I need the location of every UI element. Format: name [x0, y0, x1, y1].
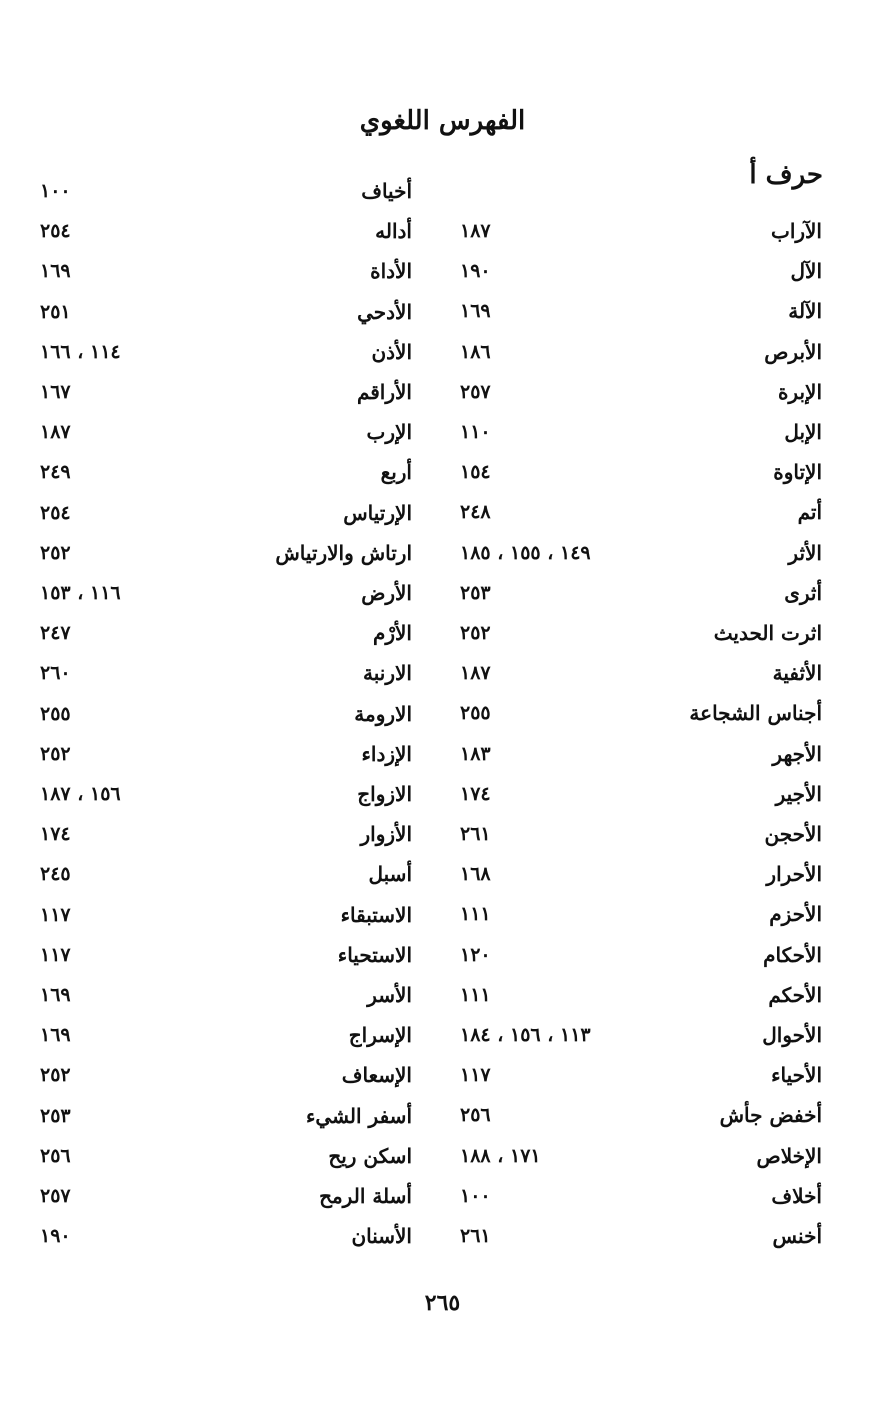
index-entry — [40, 616, 412, 650]
index-entry — [460, 817, 822, 851]
index-term: أداله — [375, 219, 412, 244]
index-term: الإخلاص — [756, 1143, 822, 1168]
index-entry — [40, 496, 412, 530]
index-entry — [460, 1058, 822, 1092]
index-pages: ١١٣ ، ١٥٦ ، ١٨٤ — [460, 1024, 591, 1046]
index-pages: ٢٥٢ — [40, 541, 71, 564]
index-entry — [40, 1179, 412, 1213]
index-term: الأراقم — [356, 380, 412, 404]
index-pages: ١٨٧ — [460, 220, 491, 242]
index-term: الأحكام — [763, 942, 822, 967]
index-entry — [460, 857, 822, 891]
index-term: اثرت الحديث — [713, 621, 822, 645]
index-pages: ١٨٣ — [460, 742, 491, 765]
index-term: أربع — [380, 460, 412, 485]
index-term: الازواج — [357, 782, 412, 806]
index-term: الإزداء — [361, 741, 412, 766]
index-entry — [40, 777, 412, 811]
index-pages: ١٥٦ ، ١٨٧ — [40, 783, 121, 805]
index-entry — [40, 536, 412, 570]
index-term: الإرتياس — [343, 500, 412, 525]
index-term: الاستحياء — [337, 942, 412, 967]
index-pages: ٢٥٣ — [460, 581, 491, 604]
index-term: الأحرار — [766, 862, 822, 887]
index-entry — [40, 455, 412, 489]
index-pages: ٢٥٢ — [460, 622, 491, 644]
index-term: الآل — [790, 259, 822, 284]
index-term: ارتاش والارتياش — [275, 540, 412, 565]
index-entry — [40, 375, 412, 409]
index-term: أسبل — [368, 862, 412, 887]
index-pages: ١١٦ ، ١٥٣ — [40, 582, 121, 604]
index-term: أخلاف — [771, 1183, 822, 1208]
index-term: الإبل — [784, 420, 822, 444]
index-pages: ٢٥٢ — [40, 742, 71, 765]
index-entry — [40, 737, 412, 771]
index-term: الأثفية — [772, 661, 822, 686]
index-entry — [460, 1179, 822, 1213]
index-term: أثرى — [784, 580, 822, 605]
index-entry — [40, 214, 412, 248]
index-pages: ١١١ — [460, 983, 491, 1006]
index-term: أسلة الرمح — [319, 1184, 412, 1208]
index-pages: ٢٦١ — [460, 823, 491, 845]
index-pages: ١٦٩ — [40, 1024, 71, 1047]
index-term: الأحزم — [769, 902, 822, 927]
index-entry — [40, 576, 412, 610]
index-pages: ٢٥٦ — [460, 1104, 491, 1127]
index-pages: ١٧٤ — [40, 823, 71, 846]
page-number: ٢٦٥ — [424, 1290, 461, 1316]
index-entry — [40, 857, 412, 891]
index-pages: ١٨٧ — [40, 421, 71, 444]
index-term: الأجير — [775, 781, 822, 806]
index-pages: ٢٤٥ — [40, 863, 71, 886]
index-term: أجناس الشجاعة — [689, 701, 822, 726]
index-pages: ١٦٧ — [40, 381, 71, 403]
index-entry — [40, 1018, 412, 1052]
index-entry — [40, 656, 412, 690]
index-pages: ٢٤٧ — [40, 622, 71, 645]
index-term: الأحوال — [762, 1023, 822, 1047]
index-term: الأبرص — [764, 339, 822, 364]
index-pages: ٢٦١ — [460, 1225, 491, 1247]
index-term: الأحجن — [764, 822, 822, 846]
index-term: الأرض — [361, 581, 412, 605]
index-term: الأذن — [371, 339, 412, 364]
index-pages: ١٦٩ — [460, 300, 491, 323]
index-entry — [460, 1018, 822, 1052]
index-entry — [460, 737, 822, 771]
index-entry — [460, 335, 822, 369]
index-pages: ٢٥٣ — [40, 1104, 71, 1127]
index-pages: ١٨٧ — [460, 662, 491, 685]
index-entry — [460, 415, 822, 449]
index-pages: ٢٥٥ — [460, 702, 491, 725]
index-entry — [40, 898, 412, 932]
index-pages: ١٩٠ — [460, 260, 491, 283]
index-pages: ١٦٩ — [40, 984, 71, 1006]
index-entry — [460, 938, 822, 972]
index-entry — [40, 174, 412, 208]
index-term: أسفر الشيء — [306, 1103, 412, 1128]
index-entry — [40, 978, 412, 1012]
index-entry — [40, 817, 412, 851]
index-entry — [460, 455, 822, 489]
index-pages: ٢٤٩ — [40, 461, 71, 484]
index-term: الارومة — [354, 701, 412, 726]
index-term: الأحكم — [768, 982, 822, 1007]
index-pages: ١٤٩ ، ١٥٥ ، ١٨٥ — [460, 541, 591, 564]
index-entry — [460, 777, 822, 811]
index-term: الأحياء — [771, 1063, 822, 1088]
index-pages: ٢٥٧ — [460, 380, 491, 403]
index-pages: ١١٧ — [40, 943, 71, 966]
index-term: الإبرة — [777, 379, 822, 404]
index-pages: ٢٥٤ — [40, 501, 71, 524]
index-pages: ١١٧ — [460, 1064, 491, 1087]
index-entry — [460, 696, 822, 730]
index-entry — [40, 1058, 412, 1092]
index-entry — [460, 1139, 822, 1173]
index-term: الأداة — [370, 259, 412, 284]
index-entry — [460, 656, 822, 690]
index-term: الارنبة — [363, 661, 412, 686]
index-term: الإسراج — [348, 1023, 412, 1048]
index-term: الإرب — [366, 420, 412, 445]
index-entry — [460, 897, 822, 931]
index-entry — [40, 1139, 412, 1173]
index-pages: ١٥٤ — [460, 461, 491, 484]
index-pages: ٢٥٤ — [40, 220, 71, 243]
index-pages: ٢٥١ — [40, 300, 71, 323]
index-term: الإتاوة — [773, 460, 822, 485]
index-pages: ٢٥٥ — [40, 702, 71, 725]
page-title: الفهرس اللغوي — [359, 106, 526, 136]
index-entry — [40, 1099, 412, 1133]
index-term: الأزوار — [360, 822, 412, 847]
index-entry — [460, 536, 822, 570]
index-pages: ١٩٠ — [40, 1225, 71, 1248]
index-pages: ٢٤٨ — [460, 501, 491, 524]
index-term: اسكن ريح — [328, 1143, 412, 1168]
index-entry — [40, 1219, 412, 1253]
index-pages: ١١٧ — [40, 903, 71, 926]
index-term: الأثر — [788, 540, 822, 565]
index-entry — [460, 1219, 822, 1253]
index-entry — [460, 495, 822, 529]
index-term: الإسعاف — [341, 1063, 412, 1088]
index-term: الأسنان — [351, 1224, 412, 1249]
index-pages: ١٠٠ — [40, 180, 71, 202]
index-entry — [460, 576, 822, 610]
index-pages: ١١٤ ، ١٦٦ — [40, 340, 121, 363]
index-pages: ١٧٤ — [460, 782, 491, 805]
index-entry — [40, 295, 412, 329]
index-entry — [460, 375, 822, 409]
index-term: الاستبقاء — [340, 902, 412, 927]
index-term: الأسر — [367, 983, 412, 1007]
index-term: الأرْم — [372, 621, 412, 646]
index-entry — [460, 1098, 822, 1132]
index-entry — [40, 938, 412, 972]
index-term: أتم — [797, 500, 822, 525]
index-term: الأجهر — [772, 741, 822, 766]
index-pages: ١٨٦ — [460, 340, 491, 363]
index-term: أخنس — [772, 1224, 822, 1248]
index-term: الآراب — [770, 219, 822, 243]
index-pages: ١١٠ — [460, 421, 491, 443]
index-pages: ١٠٠ — [460, 1184, 491, 1207]
index-pages: ٢٥٧ — [40, 1185, 71, 1207]
section-heading: حرف أ — [749, 160, 823, 190]
index-entry — [460, 294, 822, 328]
index-entry — [460, 254, 822, 288]
index-pages: ١٢٠ — [460, 943, 491, 966]
index-entry — [40, 254, 412, 288]
index-pages: ٢٥٦ — [40, 1144, 71, 1167]
index-entry — [40, 415, 412, 449]
index-entry — [460, 616, 822, 650]
index-term: أخفض جأش — [719, 1103, 822, 1128]
index-term: أخياف — [361, 179, 412, 203]
index-term: الأدحي — [357, 299, 412, 324]
index-term: الآلة — [788, 299, 822, 324]
index-entry — [460, 214, 822, 248]
index-pages: ١٧١ ، ١٨٨ — [460, 1144, 541, 1167]
index-pages: ٢٥٢ — [40, 1064, 71, 1087]
index-pages: ١٦٩ — [40, 260, 71, 283]
index-entry — [460, 978, 822, 1012]
index-pages: ١١١ — [460, 903, 491, 926]
index-pages: ١٦٨ — [460, 863, 491, 886]
index-entry — [40, 335, 412, 369]
index-pages: ٢٦٠ — [40, 662, 71, 685]
index-entry — [40, 697, 412, 731]
